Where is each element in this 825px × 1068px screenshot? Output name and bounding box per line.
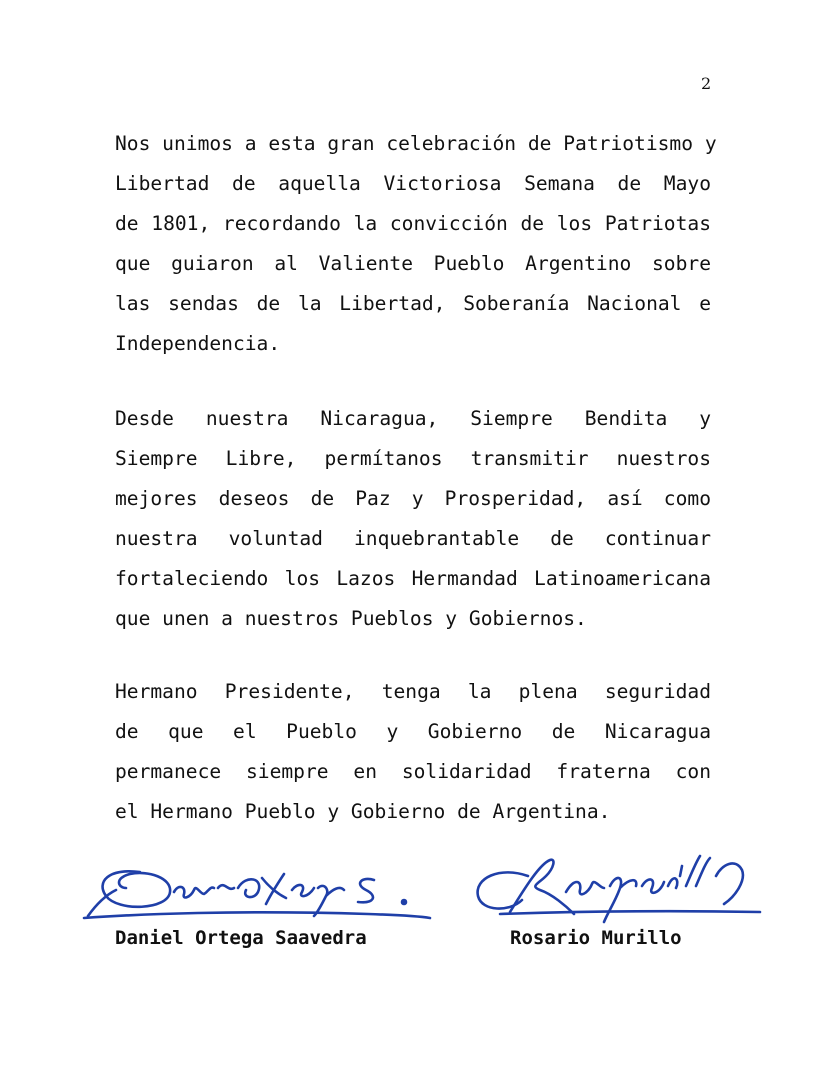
paragraph-line: mejores deseos de Paz y Prosperidad, así como	[115, 487, 711, 510]
page-number: 2	[701, 74, 712, 93]
paragraph-line: nuestra voluntad inquebrantable de continuar	[115, 527, 711, 550]
paragraph-line: Desde nuestra Nicaragua, Siempre Bendita y	[115, 407, 711, 430]
paragraph-line: Libertad de aquella Victoriosa Semana de Mayo	[115, 172, 711, 195]
paragraph-line: Independencia.	[115, 332, 281, 355]
paragraph-line: que guiaron al Valiente Pueblo Argentino sobre	[115, 252, 711, 275]
paragraph-line: permanece siempre en solidaridad fraterna con	[115, 760, 711, 783]
paragraph-line: el Hermano Pueblo y Gobierno de Argentina.	[115, 800, 611, 823]
signatory-name-2: Rosario Murillo	[510, 927, 682, 949]
paragraph-line: de 1801, recordando la convicción de los Patriotas	[115, 212, 711, 235]
paragraph-line: fortaleciendo los Lazos Hermandad Latinoamericana	[115, 567, 711, 590]
signature-daniel-ortega	[78, 858, 438, 928]
paragraph-line: Hermano Presidente, tenga la plena seguridad	[115, 680, 711, 703]
paragraph-1	[115, 124, 717, 364]
signatory-name-1: Daniel Ortega Saavedra	[115, 927, 367, 949]
paragraph-line: de que el Pueblo y Gobierno de Nicaragua	[115, 720, 711, 743]
paragraph-line: que unen a nuestros Pueblos y Gobiernos.	[115, 607, 587, 630]
paragraph-line: Siempre Libre, permítanos transmitir nuestros	[115, 447, 711, 470]
paragraph-line: las sendas de la Libertad, Soberanía Nacional e	[115, 292, 711, 315]
paragraph-line: Nos unimos a esta gran celebración de Patriotismo y	[115, 132, 717, 155]
paragraph-2	[115, 399, 711, 639]
paragraph-3	[115, 672, 711, 832]
